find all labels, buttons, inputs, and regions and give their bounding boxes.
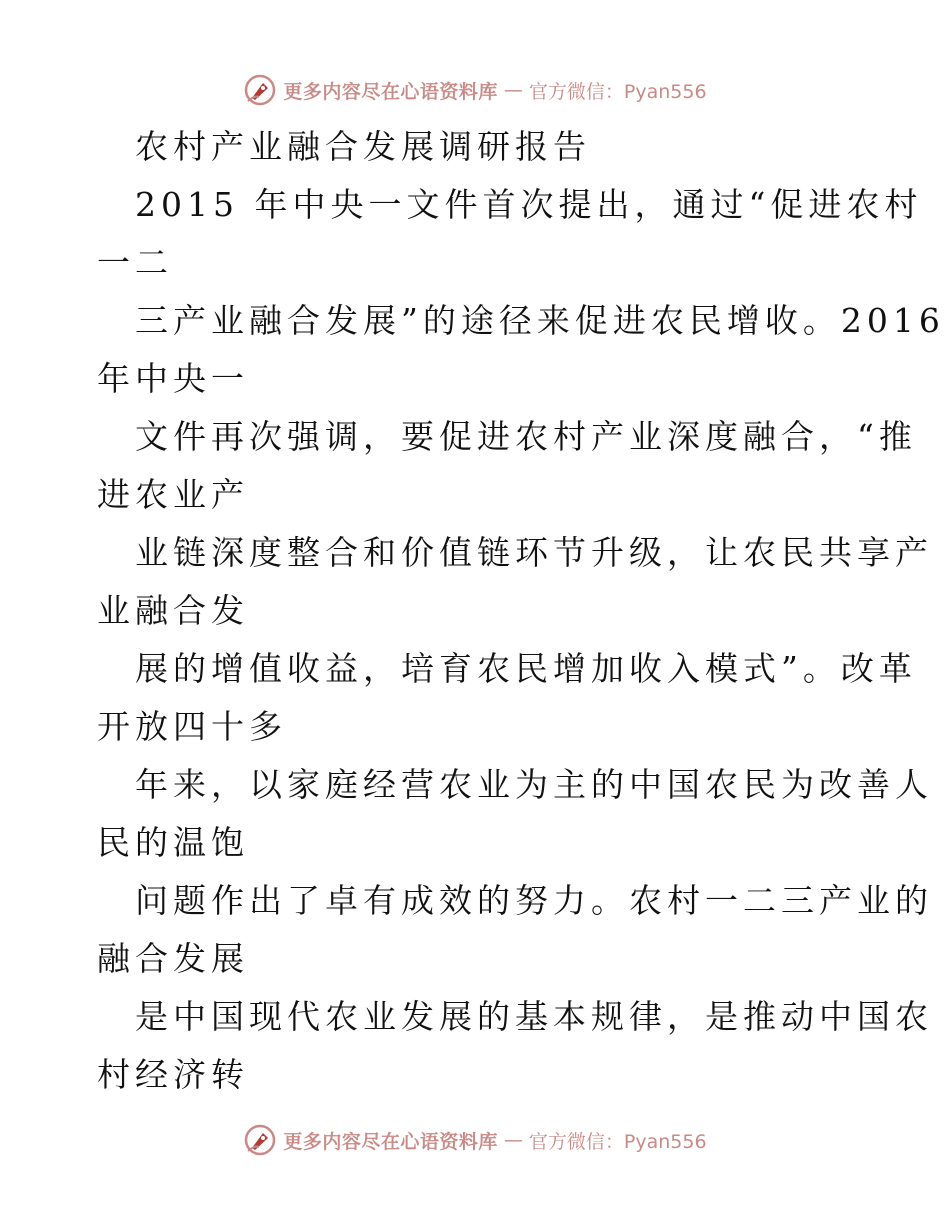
text-line: 开放四十多	[97, 707, 287, 746]
text-line: 进农业产	[97, 475, 249, 514]
header-banner	[0, 70, 950, 110]
text-line: 问题作出了卓有成效的努力。农村一二三产业的	[135, 881, 933, 920]
footer-banner	[0, 1120, 950, 1160]
text-line: 一二	[97, 243, 173, 282]
text-line: 民的温饱	[97, 823, 249, 862]
pen-nib-logo-icon	[243, 1123, 277, 1157]
text-line: 是中国现代农业发展的基本规律，是推动中国农	[135, 997, 933, 1036]
banner-text: 更多内容尽在心语资料库	[283, 1130, 498, 1153]
banner-wechat: 官方微信：Pyan556	[528, 80, 707, 103]
text-line: 融合发展	[97, 939, 249, 978]
text-line: 三产业融合发展”的途径来促进农民增收。2016	[135, 301, 945, 340]
document-title: 农村产业融合发展调研报告	[135, 127, 591, 166]
banner-dash: —	[503, 1129, 523, 1151]
document-body	[97, 118, 945, 1104]
text-line: 村经济转	[97, 1055, 249, 1094]
text-line: 2015 年中央一文件首次提出，通过“促进农村	[135, 185, 923, 224]
text-line: 业融合发	[97, 591, 249, 630]
banner-wechat: 官方微信：Pyan556	[528, 1130, 707, 1153]
text-line: 文件再次强调，要促进农村产业深度融合，“推	[135, 417, 917, 456]
banner-dash: —	[503, 79, 523, 101]
pen-nib-logo-icon	[243, 73, 277, 107]
text-line: 展的增值收益，培育农民增加收入模式”。改革	[135, 649, 917, 688]
banner-text: 更多内容尽在心语资料库	[283, 80, 498, 103]
text-line: 年中央一	[97, 359, 249, 398]
text-line: 年来，以家庭经营农业为主的中国农民为改善人	[135, 765, 933, 804]
text-line: 业链深度整合和价值链环节升级，让农民共享产	[135, 533, 933, 572]
